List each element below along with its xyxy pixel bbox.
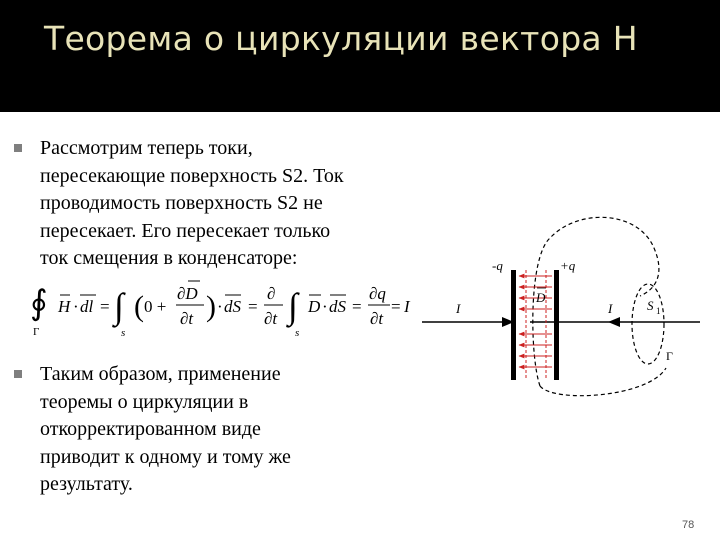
bullet-1-line-5: ток смещения в конденсаторе:: [40, 247, 298, 269]
slide-title: Теорема о циркуляции вектора Н: [44, 19, 638, 58]
label-D: D: [536, 290, 546, 305]
formula-dS-2: dS: [329, 297, 346, 316]
formula-equals-1: =: [100, 297, 110, 316]
bullet-1-line-1: Рассмотрим теперь токи,: [40, 137, 253, 159]
formula-H: H: [58, 297, 71, 316]
label-I-right: I: [608, 301, 613, 316]
formula-integral-2: ∫: [288, 286, 298, 326]
surface-s2-dashed: [533, 217, 659, 386]
bullet-2-line-5: результату.: [40, 473, 133, 495]
formula-dt-3: ∂t: [370, 309, 384, 328]
bullet-marker-2: [14, 370, 22, 378]
formula-dq: ∂q: [369, 284, 386, 303]
formula-circ-integral: ∮: [30, 285, 48, 322]
formula-I: I: [404, 297, 410, 316]
formula-paren-open: (: [134, 290, 144, 323]
bullet-2-line-2: теоремы о циркуляции в: [40, 390, 249, 413]
formula-s-1: s: [121, 327, 126, 338]
bullet-text-1: [40, 135, 344, 273]
bullet-1-line-2: пересекающие поверхность S2. Ток: [40, 164, 344, 187]
label-S1-sub: 1: [656, 306, 661, 316]
label-S1: S: [647, 298, 654, 313]
capacitor-plate-right: [554, 270, 559, 380]
formula-dot-1: ·: [73, 297, 79, 316]
capacitor-diagram: [418, 198, 700, 398]
circulation-formula: [28, 278, 413, 338]
bullet-2-line-3: откорректированном виде: [40, 418, 261, 440]
formula-integral-1: ∫: [114, 286, 124, 326]
formula-equals-3: =: [352, 297, 362, 316]
formula-equals-2: =: [248, 297, 258, 316]
label-plus-q: +q: [560, 258, 576, 273]
formula-D: D: [308, 297, 321, 316]
label-gamma: Γ: [666, 349, 673, 363]
contour-gamma-ellipse: [632, 284, 664, 364]
formula-dot-3: ·: [322, 297, 328, 316]
formula-zero-plus: 0 +: [144, 297, 167, 316]
bullet-text-2: [40, 361, 291, 499]
formula-s-2: s: [295, 327, 300, 338]
formula-equals-4: =: [391, 297, 401, 316]
formula-dS-1: dS: [224, 297, 241, 316]
bullet-2-line-1: Таким образом, применение: [40, 363, 281, 385]
formula-partial-num: ∂: [267, 284, 276, 303]
formula-paren-close: ): [206, 290, 216, 323]
formula-gamma-1: Γ: [33, 326, 40, 338]
wire-right-arrow: [608, 317, 620, 327]
label-minus-q: -q: [492, 258, 503, 273]
formula-dl: dl: [80, 297, 94, 316]
page-number: 78: [682, 519, 695, 531]
bullet-2-line-4: приводит к одному и тому же: [40, 445, 291, 468]
capacitor-plate-left: [511, 270, 516, 380]
formula-dt-2: ∂t: [264, 309, 278, 328]
formula-dD-1: ∂D: [177, 284, 198, 303]
label-I-left: I: [456, 301, 461, 316]
bullet-1-line-3: проводимость поверхность S2 не: [40, 192, 323, 214]
bullet-1-line-4: пересекает. Его пересекает только: [40, 219, 331, 242]
formula-dt-1: ∂t: [180, 309, 194, 328]
formula-dot-2: ·: [217, 297, 223, 316]
bullet-marker-1: [14, 144, 22, 152]
